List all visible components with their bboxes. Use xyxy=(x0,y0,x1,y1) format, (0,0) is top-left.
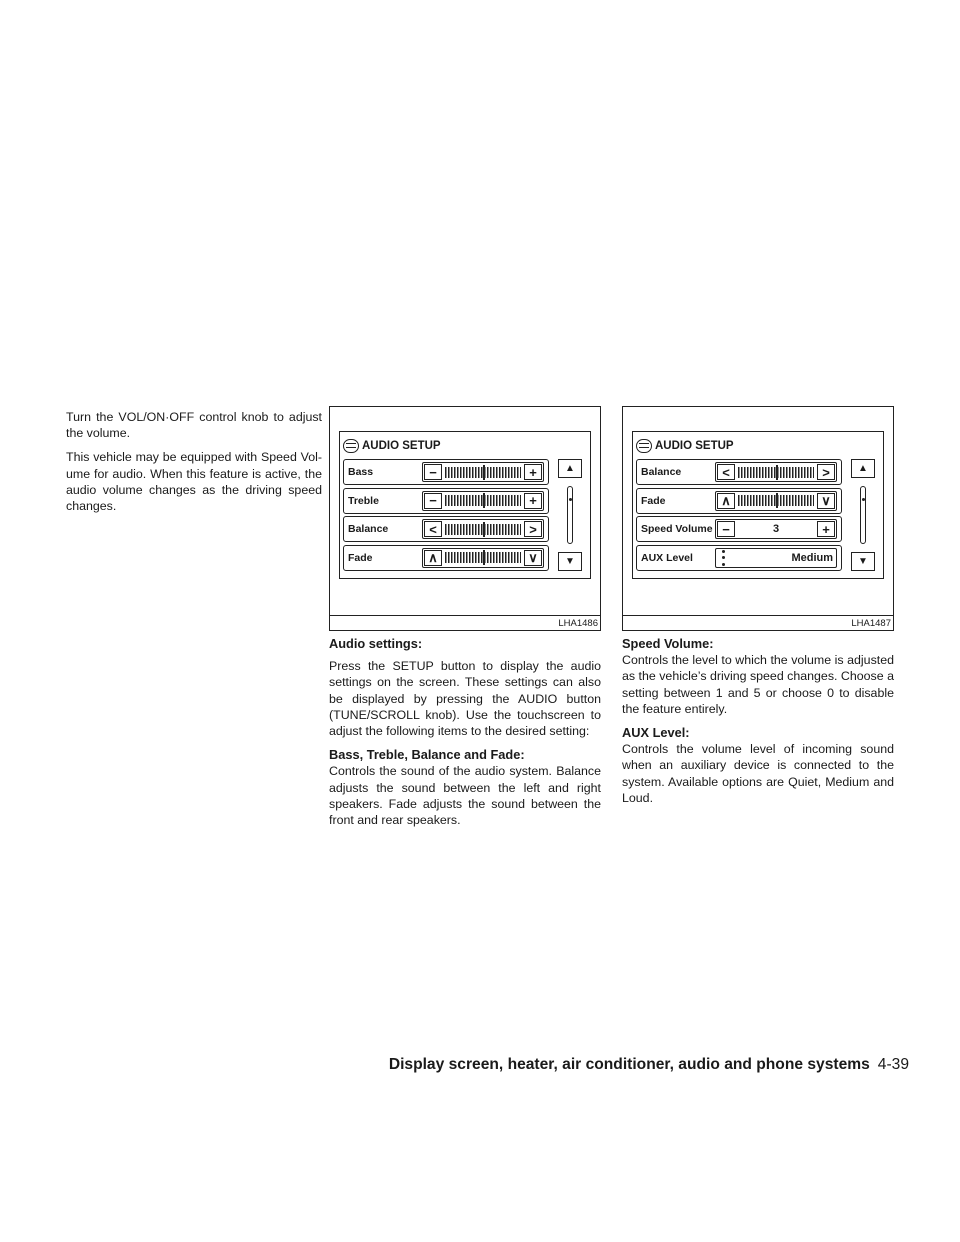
scroll-down-button[interactable] xyxy=(851,552,875,571)
setup-icon xyxy=(636,439,652,453)
aux-level-label: AUX Level xyxy=(641,551,693,564)
speed-volume-heading: Speed Volume: xyxy=(622,636,714,651)
fade-level-bar xyxy=(738,495,814,506)
audio-setup-screen-2 xyxy=(632,431,884,579)
balance-right-button[interactable]: > xyxy=(817,464,835,480)
aux-level-row[interactable] xyxy=(636,545,842,571)
figure-code-2: LHA1487 xyxy=(851,618,891,629)
balance-right-button[interactable]: > xyxy=(524,521,542,537)
scrollbar-1[interactable] xyxy=(553,459,587,571)
speed-volume-column xyxy=(622,636,894,814)
bass-treble-paragraph: Controls the sound of the audio system. Balance adjusts the sound between the left and right speakers. Fade adjusts the sound between the front and rear speakers. xyxy=(329,764,601,828)
scroll-track[interactable] xyxy=(567,486,573,544)
fade-slider[interactable] xyxy=(422,548,544,568)
speed-volume-increase-button[interactable]: + xyxy=(817,521,835,537)
fade-level-bar xyxy=(445,552,521,563)
balance-left-button[interactable]: < xyxy=(424,521,442,537)
intro-column xyxy=(66,409,322,522)
balance-label: Balance xyxy=(348,523,389,535)
page-footer xyxy=(0,1056,909,1074)
triangle-up-icon: ▲ xyxy=(565,463,575,474)
treble-level-bar xyxy=(445,495,521,506)
settings-rows-2 xyxy=(636,459,842,573)
fade-label: Fade xyxy=(641,494,666,507)
fade-row[interactable] xyxy=(343,545,549,571)
scroll-thumb[interactable] xyxy=(569,498,572,501)
aux-level-selector[interactable] xyxy=(715,548,837,568)
audio-setup-figure-2 xyxy=(622,406,894,631)
bass-slider[interactable] xyxy=(422,462,544,482)
bass-increase-button[interactable]: + xyxy=(524,464,542,480)
fade-rear-button[interactable]: ∨ xyxy=(524,550,542,566)
triangle-down-icon: ▼ xyxy=(858,556,868,567)
balance-left-button[interactable]: < xyxy=(717,464,735,480)
speed-volume-intro-paragraph: This vehicle may be equipped with Speed Vol- ume for audio. When this feature is active, the audio volume changes as the driving speed changes. xyxy=(66,450,322,514)
treble-decrease-button[interactable]: − xyxy=(424,493,442,509)
triangle-up-icon: ▲ xyxy=(858,463,868,474)
screen-title-text: AUDIO SETUP xyxy=(362,440,441,452)
balance-slider[interactable] xyxy=(715,462,837,482)
aux-level-paragraph: Controls the volume level of incoming sound when an auxiliary device is connected to the system. Available options are Quiet, Medium and Loud. xyxy=(622,742,894,805)
bass-decrease-button[interactable]: − xyxy=(424,464,442,480)
fade-label: Fade xyxy=(348,551,373,564)
treble-slider[interactable] xyxy=(422,491,544,511)
triangle-down-icon: ▼ xyxy=(565,556,575,567)
setup-icon xyxy=(343,439,359,453)
screen-title-2 xyxy=(636,435,734,457)
fade-row[interactable] xyxy=(636,488,842,514)
balance-label: Balance xyxy=(641,466,682,478)
volume-knob-paragraph: Turn the VOL/ON·OFF control knob to adjust the volume. xyxy=(66,410,322,441)
bass-label: Bass xyxy=(348,466,374,478)
speed-volume-row[interactable] xyxy=(636,516,842,542)
scrollbar-2[interactable] xyxy=(846,459,880,571)
speed-volume-value: 3 xyxy=(772,523,780,535)
settings-rows-1 xyxy=(343,459,549,573)
scroll-down-button[interactable] xyxy=(558,552,582,571)
speed-volume-paragraph: Controls the level to which the volume is adjusted as the vehicle’s driving speed changes. Choose a setting between 1 and 5 or choose 0 to disable the feature entirely. xyxy=(622,653,894,716)
audio-settings-heading: Audio settings: xyxy=(329,636,423,651)
audio-settings-column xyxy=(329,636,601,836)
figure-divider xyxy=(623,615,893,616)
fade-front-button[interactable]: ∧ xyxy=(717,493,735,509)
speed-volume-decrease-button[interactable]: − xyxy=(717,521,735,537)
balance-level-bar xyxy=(738,467,814,478)
bass-treble-heading: Bass, Treble, Balance and Fade: xyxy=(329,747,525,763)
treble-row[interactable] xyxy=(343,488,549,514)
scroll-thumb[interactable] xyxy=(862,498,865,501)
figure-code-1: LHA1486 xyxy=(558,618,598,629)
fade-slider[interactable] xyxy=(715,491,837,511)
balance-row[interactable] xyxy=(343,516,549,542)
audio-setup-screen-1 xyxy=(339,431,591,579)
audio-setup-figure-1 xyxy=(329,406,601,631)
scroll-up-button[interactable] xyxy=(558,459,582,478)
aux-level-value: Medium xyxy=(791,551,833,564)
treble-increase-button[interactable]: + xyxy=(524,493,542,509)
bass-row[interactable] xyxy=(343,459,549,485)
screen-title-1 xyxy=(343,435,441,457)
scroll-up-button[interactable] xyxy=(851,459,875,478)
treble-label: Treble xyxy=(348,494,379,507)
audio-settings-paragraph: Press the SETUP button to display the audio settings on the screen. These settings can also be displayed by pressing the AUDIO button (TUNE/SCROLL knob). Use the touchscreen to adjust the following items to the desired setting: xyxy=(329,659,601,739)
figure-divider xyxy=(330,615,600,616)
fade-rear-button[interactable]: ∨ xyxy=(817,493,835,509)
speed-volume-label: Speed Volume xyxy=(641,523,713,535)
balance-row[interactable] xyxy=(636,459,842,485)
section-title: Display screen, heater, air conditioner, audio and phone systems xyxy=(388,1056,870,1073)
screen-title-text: AUDIO SETUP xyxy=(655,440,734,452)
aux-level-heading: AUX Level: xyxy=(622,725,690,741)
bass-level-bar xyxy=(445,467,521,478)
scroll-track[interactable] xyxy=(860,486,866,544)
balance-level-bar xyxy=(445,524,521,535)
fade-front-button[interactable]: ∧ xyxy=(424,550,442,566)
balance-slider[interactable] xyxy=(422,519,544,539)
speed-volume-stepper[interactable] xyxy=(715,519,837,539)
page-number: 4-39 xyxy=(877,1056,909,1073)
